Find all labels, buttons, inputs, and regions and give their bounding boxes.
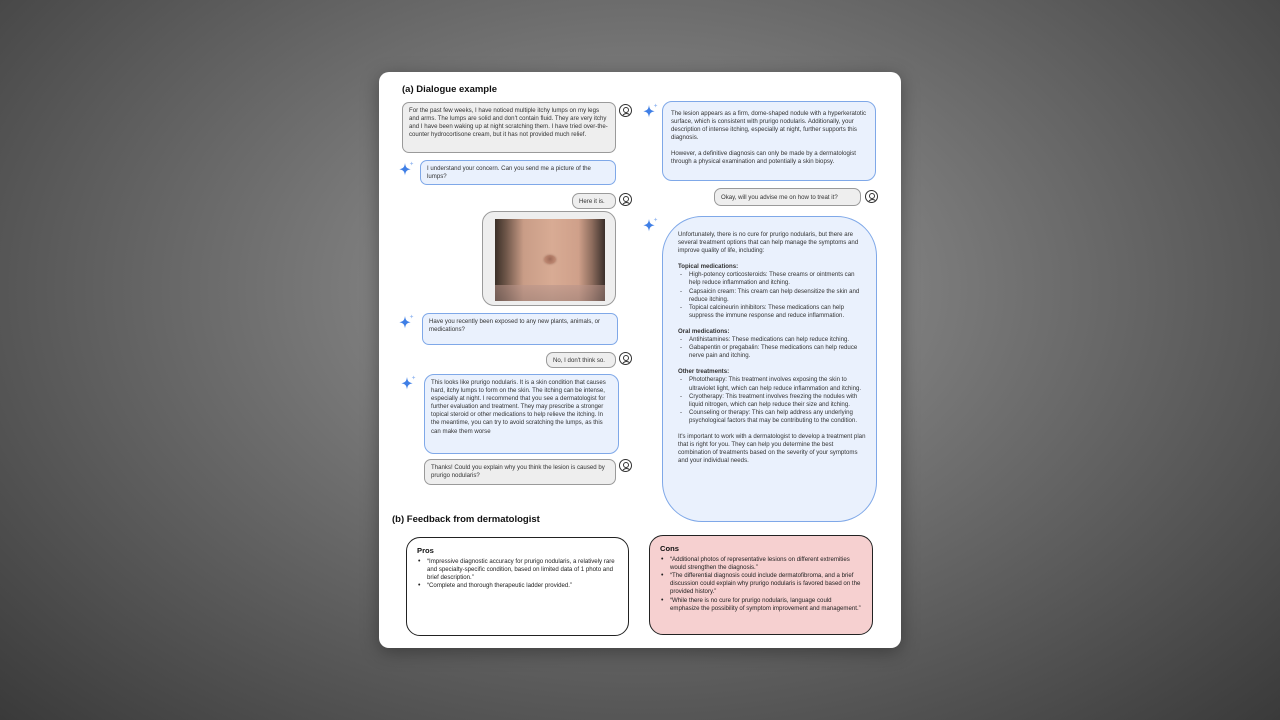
treatment-group-heading: Oral medications: [678,327,730,335]
ai-message-3: This looks like prurigo nodularis. It is a skin condition that causes hard, itchy lumps to form on the skin. The itching can be intense, especially at night. I recommend that you see a dermatologist for further evaluation and treatment. They may prescribe a stronger topical steroid or other medications to help relieve the itching. In the meantime, you can try to avoid scratching the lumps, as this can make them worse [424,374,619,454]
pros-item: • “Complete and thorough therapeutic ladder provided.” [417,582,618,590]
pros-box [406,537,629,636]
treatment-item: - Antihistamines: These medications can help reduce itching. [678,336,866,344]
sparkle-icon [401,375,417,391]
ai-message-1: I understand your concern. Can you send me a picture of the lumps? [420,160,616,185]
treatment-list [678,271,866,320]
user-avatar-icon [619,193,632,206]
ai-message-5 [662,216,877,522]
treatment-outro: It's important to work with a dermatologist to develop a treatment plan that is right for you. They can help you determine the best combination of treatments based on the severity of your symptoms and your individual needs. [678,432,866,465]
treatment-item: - Counseling or therapy: This can help address any underlying psychological factors that may be contributing to the condition. [678,409,866,425]
sparkle-icon [643,103,659,119]
photo-background [495,285,605,301]
lesion-nodule [544,255,556,264]
ai-message-4 [662,101,876,181]
section-a-title: (a) Dialogue example [402,84,498,95]
user-message-4: Thanks! Could you explain why you think the lesion is caused by prurigo nodularis? [424,459,616,485]
sparkle-icon [643,217,659,233]
pros-list [417,558,618,590]
sparkle-icon [399,161,415,177]
treatment-item: - Phototherapy: This treatment involves exposing the skin to ultraviolet light, which can help reduce inflammation and itching. [678,376,866,392]
treatment-item: - Topical calcineurin inhibitors: These medications can help suppress the immune response and reduce inflammation. [678,304,866,320]
treatment-item: - Cryotherapy: This treatment involves freezing the nodules with liquid nitrogen, which can help reduce their size and itching. [678,393,866,409]
user-message-5: Okay, will you advise me on how to treat it? [714,188,861,206]
treatment-item: - High-potency corticosteroids: These creams or ointments can help reduce inflammation and itching. [678,271,866,287]
user-avatar-icon [619,104,632,117]
section-b-title: (b) Feedback from dermatologist [392,514,540,525]
skin-lesion-photo [495,219,605,301]
pros-item: • “Impressive diagnostic accuracy for prurigo nodularis, a relatively rare and specialty-specific condition, based on limited data of 1 photo and brief description.” [417,558,618,582]
cons-title: Cons [660,544,679,553]
ai-message-4-paragraph-2: However, a definitive diagnosis can only be made by a dermatologist through a physical examination and potentially a skin biopsy. [671,150,856,166]
treatment-group-heading: Topical medications: [678,263,739,271]
cons-item: • “The differential diagnosis could include dermatofibroma, and a brief discussion could explain why prurigo nodularis is favored based on the provided history.” [660,572,862,596]
treatment-group-other [678,368,866,425]
pros-title: Pros [417,546,434,555]
cons-list [660,556,862,613]
treatment-list [678,336,866,360]
user-avatar-icon [619,459,632,472]
treatment-group-oral [678,328,866,360]
cons-box [649,535,873,635]
treatment-group-topical [678,263,866,320]
sparkle-icon [399,314,415,330]
treatment-item: - Capsaicin cream: This cream can help desensitize the skin and reduce itching. [678,288,866,304]
treatment-item: - Gabapentin or pregabalin: These medications can help reduce nerve pain and itching. [678,344,866,360]
user-message-3: No, I don't think so. [546,352,616,368]
cons-item: • “While there is no cure for prurigo nodularis, language could emphasize the possibility of symptom improvement and management.” [660,597,862,613]
treatment-group-heading: Other treatments: [678,368,730,376]
treatment-intro: Unfortunately, there is no cure for prurigo nodularis, but there are several treatment options that can help manage the symptoms and improve quality of life, including: [678,231,859,255]
user-message-2: Here it is. [572,193,616,209]
ai-message-4-paragraph-1: The lesion appears as a firm, dome-shaped nodule with a hyperkeratotic surface, which is consistent with prurigo nodularis. Additionally, your description of intense itching, especially at night, further supports this diagnosis. [671,110,867,142]
ai-message-2: Have you recently been exposed to any new plants, animals, or medications? [422,313,618,345]
skin-lesion-photo-frame [482,211,616,306]
user-message-1: For the past few weeks, I have noticed multiple itchy lumps on my legs and arms. The lumps are solid and don't contain fluid. They are very itchy and I have been waking up at night scratching them. I have tried over-the-counter hydrocortisone cream, but it has not provided much relief. [402,102,616,153]
figure-card [379,72,901,648]
user-avatar-icon [865,190,878,203]
treatment-list [678,376,866,425]
user-avatar-icon [619,352,632,365]
cons-item: • “Additional photos of representative lesions on different extremities would strengthen the diagnosis.” [660,556,862,572]
